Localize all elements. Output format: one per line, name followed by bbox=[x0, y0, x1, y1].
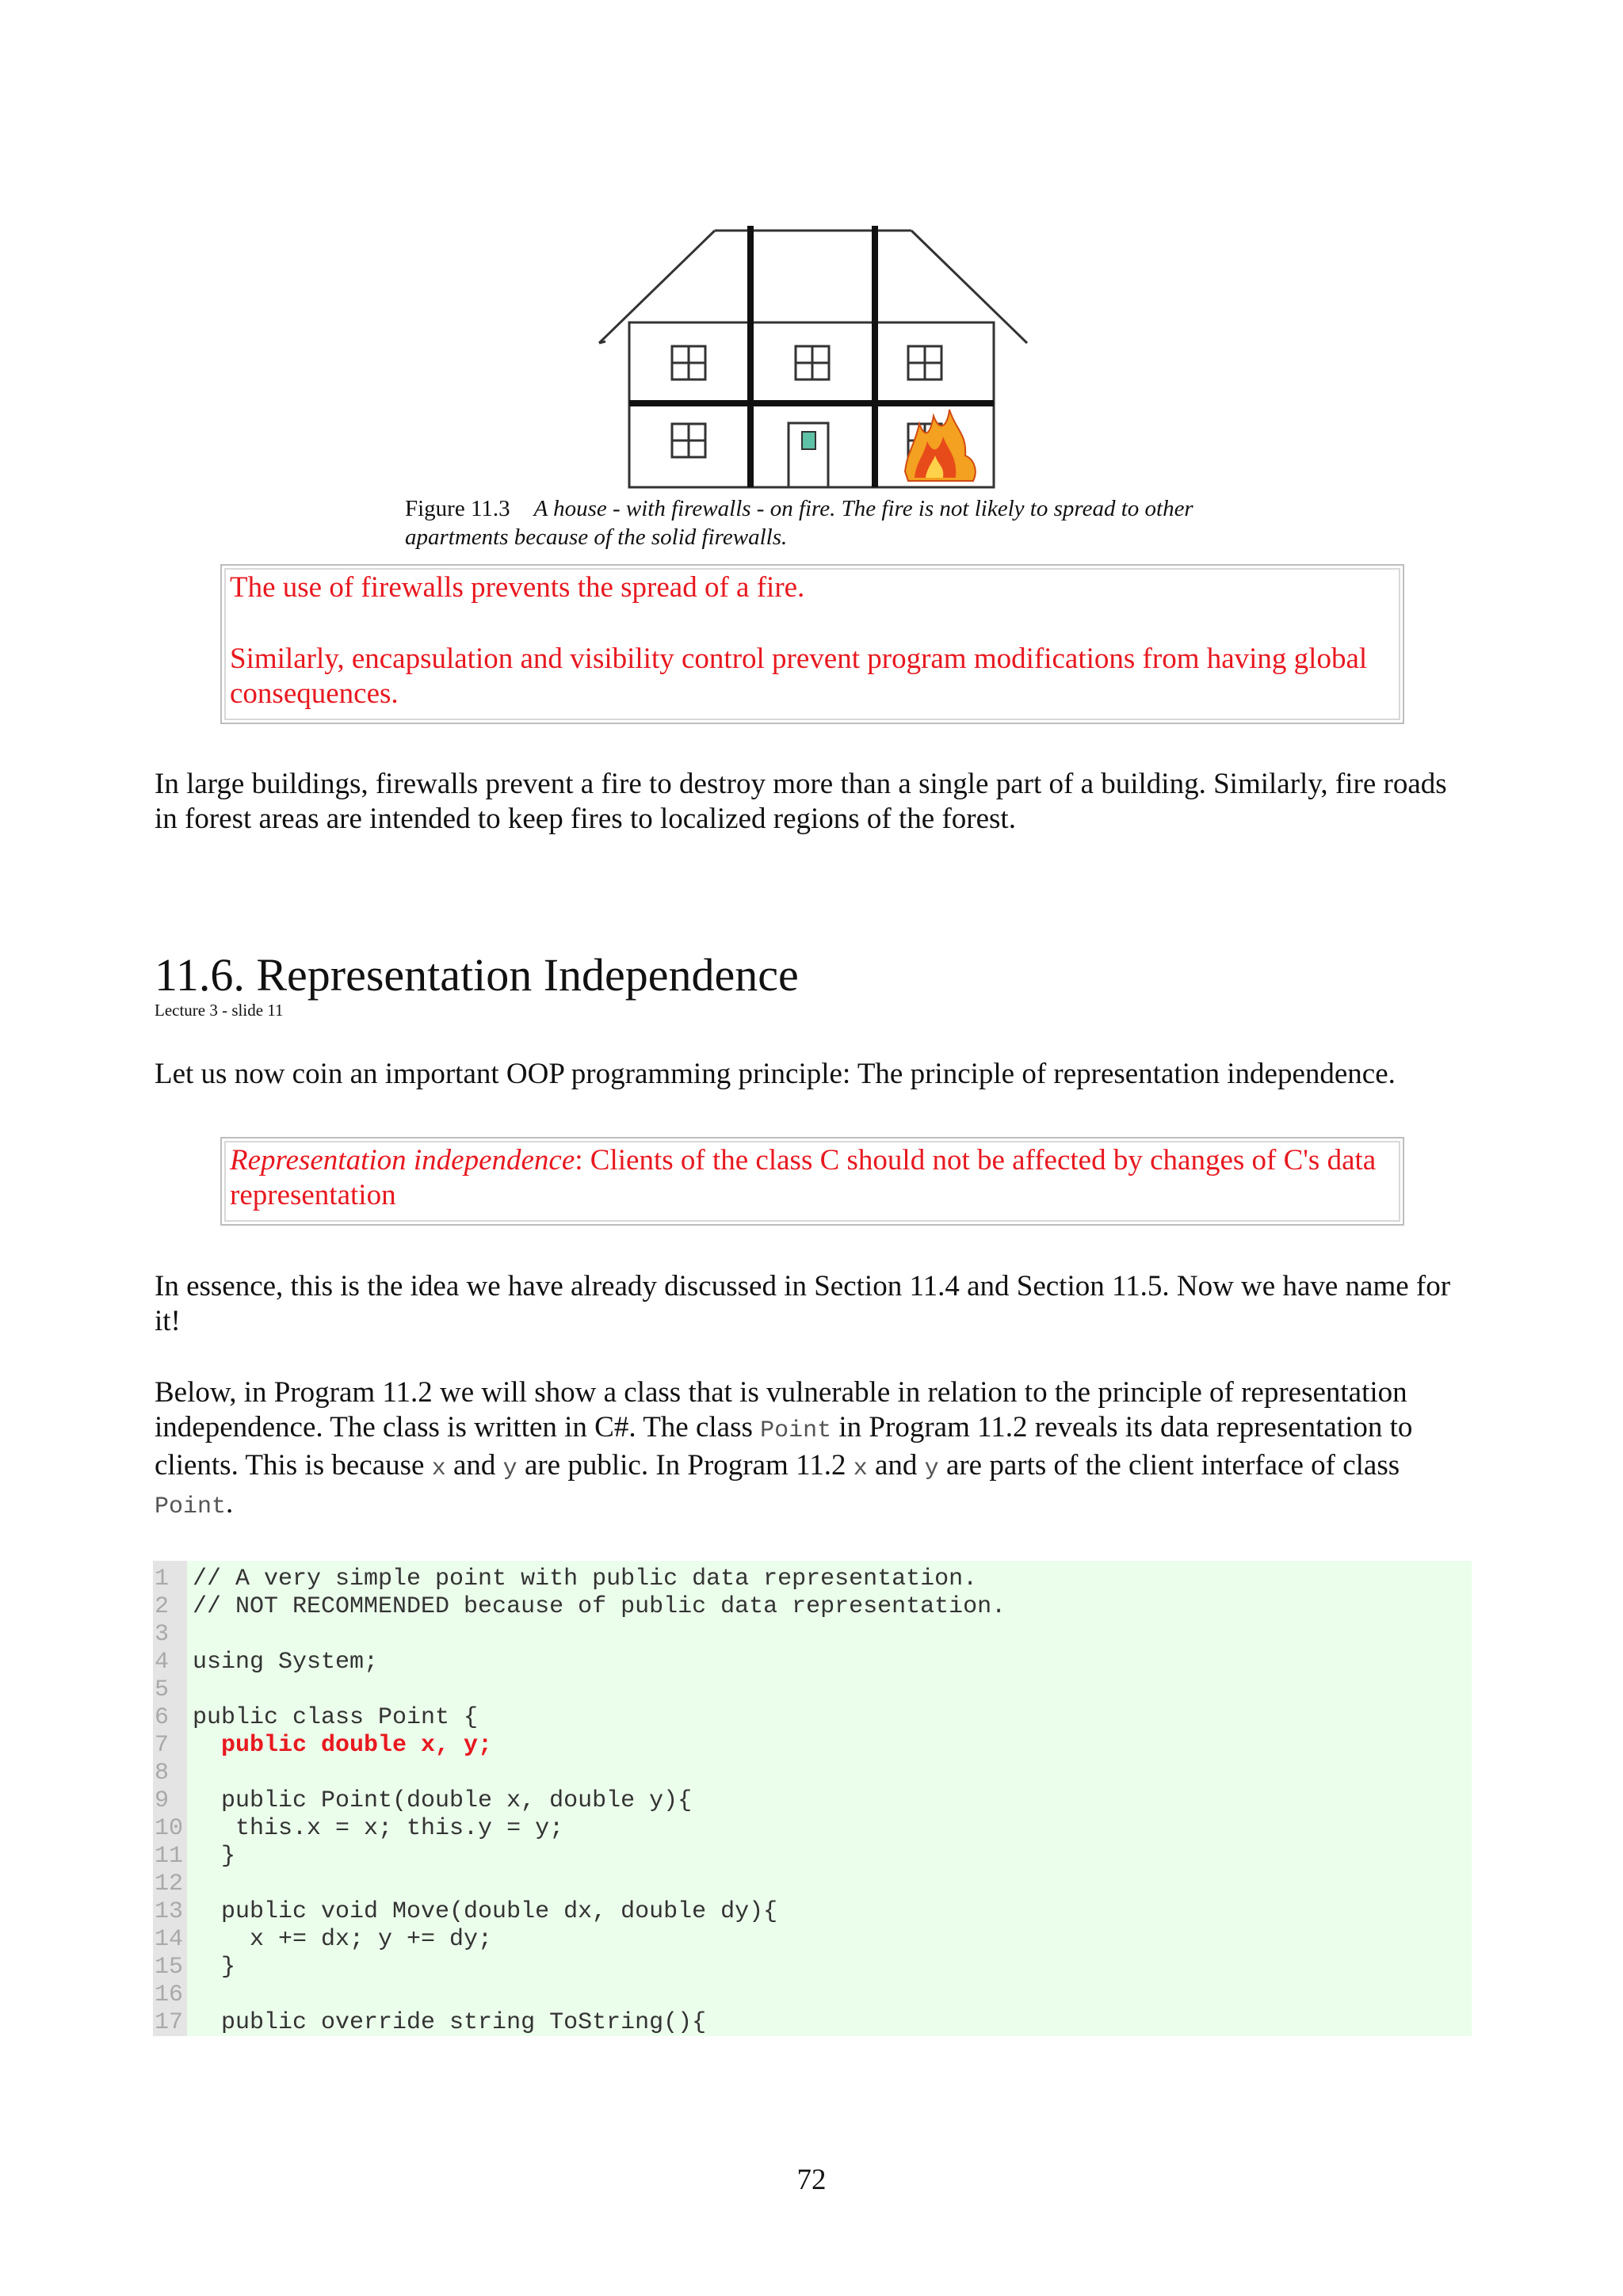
code-text: public class Point { bbox=[193, 1704, 479, 1731]
line-number: 9 bbox=[155, 1787, 170, 1814]
code-listing bbox=[153, 1561, 1472, 2036]
code-text: this.x = x; this.y = y; bbox=[193, 1815, 564, 1842]
code-text: public void Move(double dx, double dy){ bbox=[193, 1898, 778, 1925]
paragraph-text: Let us now coin an important OOP programming principle: The principle of representation independence. bbox=[155, 1058, 1396, 1090]
code-text: } bbox=[193, 1954, 236, 1981]
line-number: 3 bbox=[155, 1621, 170, 1648]
line-number: 4 bbox=[155, 1649, 170, 1676]
slide-reference: Lecture 3 - slide 11 bbox=[155, 1001, 284, 1020]
figure-number: Figure 11.3 bbox=[405, 496, 510, 521]
code-text: public Point(double x, double y){ bbox=[193, 1787, 693, 1814]
principle-term: Representation independence bbox=[230, 1144, 575, 1177]
code-text: // A very simple point with public data representation. bbox=[193, 1566, 978, 1592]
figure-caption bbox=[405, 494, 1245, 551]
line-number: 14 bbox=[155, 1926, 184, 1953]
code-text: // NOT RECOMMENDED because of public data representation. bbox=[193, 1593, 1006, 1620]
paragraph-text: Below, in Program 11.2 we will show a class that is vulnerable in relation to the principle of representation independence. The class is written in C#. The class Point in Program 11.2 reveals its data representation to clients. This is because x and y are public. In Program 11.2 x and y are parts of the client interface of class Point. bbox=[155, 1376, 1413, 1520]
line-number: 17 bbox=[155, 2009, 184, 2036]
box-line-2: Similarly, encapsulation and visibility control prevent program modifications from having global consequences. bbox=[230, 643, 1368, 710]
line-number: 12 bbox=[155, 1871, 184, 1897]
principle-box-firewalls bbox=[220, 564, 1404, 724]
code-text: using System; bbox=[193, 1649, 379, 1676]
line-number: 6 bbox=[155, 1704, 170, 1731]
figure-caption-text: A house - with firewalls - on fire. The fire is not likely to spread to other apartments because of the solid firewalls. bbox=[405, 496, 1193, 550]
code-text: public override string ToString(){ bbox=[193, 2009, 707, 2036]
line-number: 1 bbox=[155, 1566, 170, 1592]
paragraph-program-intro bbox=[155, 1375, 1470, 1524]
paragraph-text: In large buildings, firewalls prevent a fire to destroy more than a single part of a building. Similarly, fire roads in forest areas are intended to keep fires to localized regions of the forest. bbox=[155, 768, 1447, 835]
box-line-1: The use of firewalls prevents the spread of a fire. bbox=[230, 571, 805, 604]
principle-definition: : Clients of the class C should not be affected by changes of C's data representation bbox=[230, 1144, 1377, 1211]
page-number: 72 bbox=[796, 2164, 827, 2196]
line-number: 8 bbox=[155, 1760, 170, 1787]
principle-box-representation bbox=[220, 1137, 1404, 1226]
line-number: 15 bbox=[155, 1954, 184, 1981]
section-heading: 11.6. Representation Independence bbox=[155, 949, 799, 1001]
house-illustration bbox=[594, 226, 1030, 491]
paragraph-principle-intro bbox=[155, 1057, 1470, 1092]
code-text: public double x, y; bbox=[193, 1732, 493, 1759]
paragraph-text: In essence, this is the idea we have already discussed in Section 11.4 and Section 11.5. Now we have name for it! bbox=[155, 1270, 1451, 1337]
line-number: 10 bbox=[155, 1815, 184, 1842]
code-text: x += dx; y += dy; bbox=[193, 1926, 493, 1953]
line-number: 5 bbox=[155, 1676, 170, 1703]
line-number: 11 bbox=[155, 1843, 184, 1870]
paragraph-firewalls bbox=[155, 767, 1470, 837]
line-number: 16 bbox=[155, 1981, 184, 2008]
line-number: 2 bbox=[155, 1593, 170, 1620]
house-figure bbox=[594, 226, 1030, 491]
paragraph-essence bbox=[155, 1269, 1470, 1339]
line-number: 7 bbox=[155, 1732, 170, 1759]
code-text: } bbox=[193, 1843, 236, 1870]
line-number: 13 bbox=[155, 1898, 184, 1925]
